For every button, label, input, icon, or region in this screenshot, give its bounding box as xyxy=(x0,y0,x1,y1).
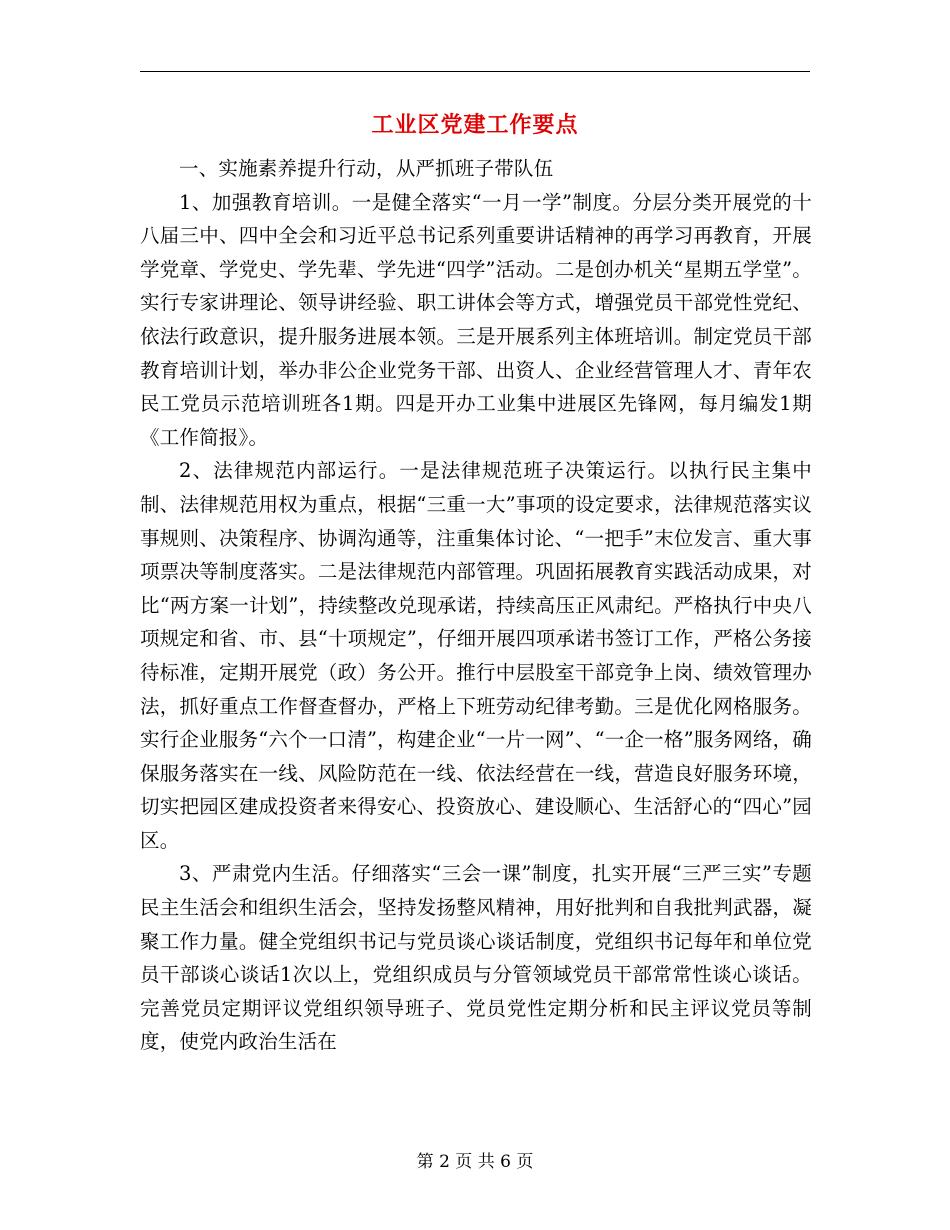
page-number-footer: 第 2 页 共 6 页 xyxy=(416,1152,534,1172)
paragraph-internal-operation: 2、法律规范内部运行。一是法律规范班子决策运行。以执行民主集中制、法律规范用权为重点，根据“三重一大”事项的设定要求，法律规范落实议事规则、决策程序、协调沟通等，注重集体讨论、“一把手”末位发言、重大事项票决等制度落实。二是法律规范内部管理。巩固拓展教育实践活动成果，对比“两方案一计划”，持续整改兑现承诺，持续高压正风肃纪。严格执行中央八项规定和省、市、县“十项规定”，仔细开展四项承诺书签订工作，严格公务接待标准，定期开展党（政）务公开。推行中层股室干部竞争上岗、绩效管理办法，抓好重点工作督查督办，严格上下班劳动纪律考勤。三是优化网格服务。实行企业服务“六个一口清”，构建企业“一片一网”、“一企一格”服务网络，确保服务落实在一线、风险防范在一线、依法经营在一线，营造良好服务环境，切实把园区建成投资者来得安心、投资放心、建设顺心、生活舒心的“四心”园区。 xyxy=(140,459,812,852)
paragraph-party-life: 3、严肃党内生活。仔细落实“三会一课”制度，扎实开展“三严三实”专题民主生活会和组织生活会，坚持发扬整风精神，用好批判和自我批判武器，凝聚工作力量。健全党组织书记与党员谈心谈话制度，党组织书记每年和单位党员干部谈心谈话1次以上，党组织成员与分管领域党员干部常常性谈心谈话。完善党员定期评议党组织领导班子、党员党性定期分析和民主评议党员等制度，使党内政治生活在 xyxy=(140,862,812,1054)
document-title: 工业区党建工作要点 xyxy=(371,112,579,138)
section-heading: 一、实施素养提升行动，从严抓班子带队伍 xyxy=(179,157,554,180)
header-rule xyxy=(140,71,810,72)
paragraph-education-training: 1、加强教育培训。一是健全落实“一月一学”制度。分层分类开展党的十八届三中、四中全会和习近平总书记系列重要讲话精神的再学习再教育，开展学党章、学党史、学先辈、学先进“四学”活动。二是创办机关“星期五学堂”。实行专家讲理论、领导讲经验、职工讲体会等方式，增强党员干部党性党纪、依法行政意识，提升服务进展本领。三是开展系列主体班培训。制定党员干部教育培训计划，举办非公企业党务干部、出资人、企业经营管理人才、青年农民工党员示范培训班各1期。四是开办工业集中进展区先锋网，每月编发1期《工作简报》。 xyxy=(140,190,812,449)
document-body xyxy=(140,152,812,1059)
